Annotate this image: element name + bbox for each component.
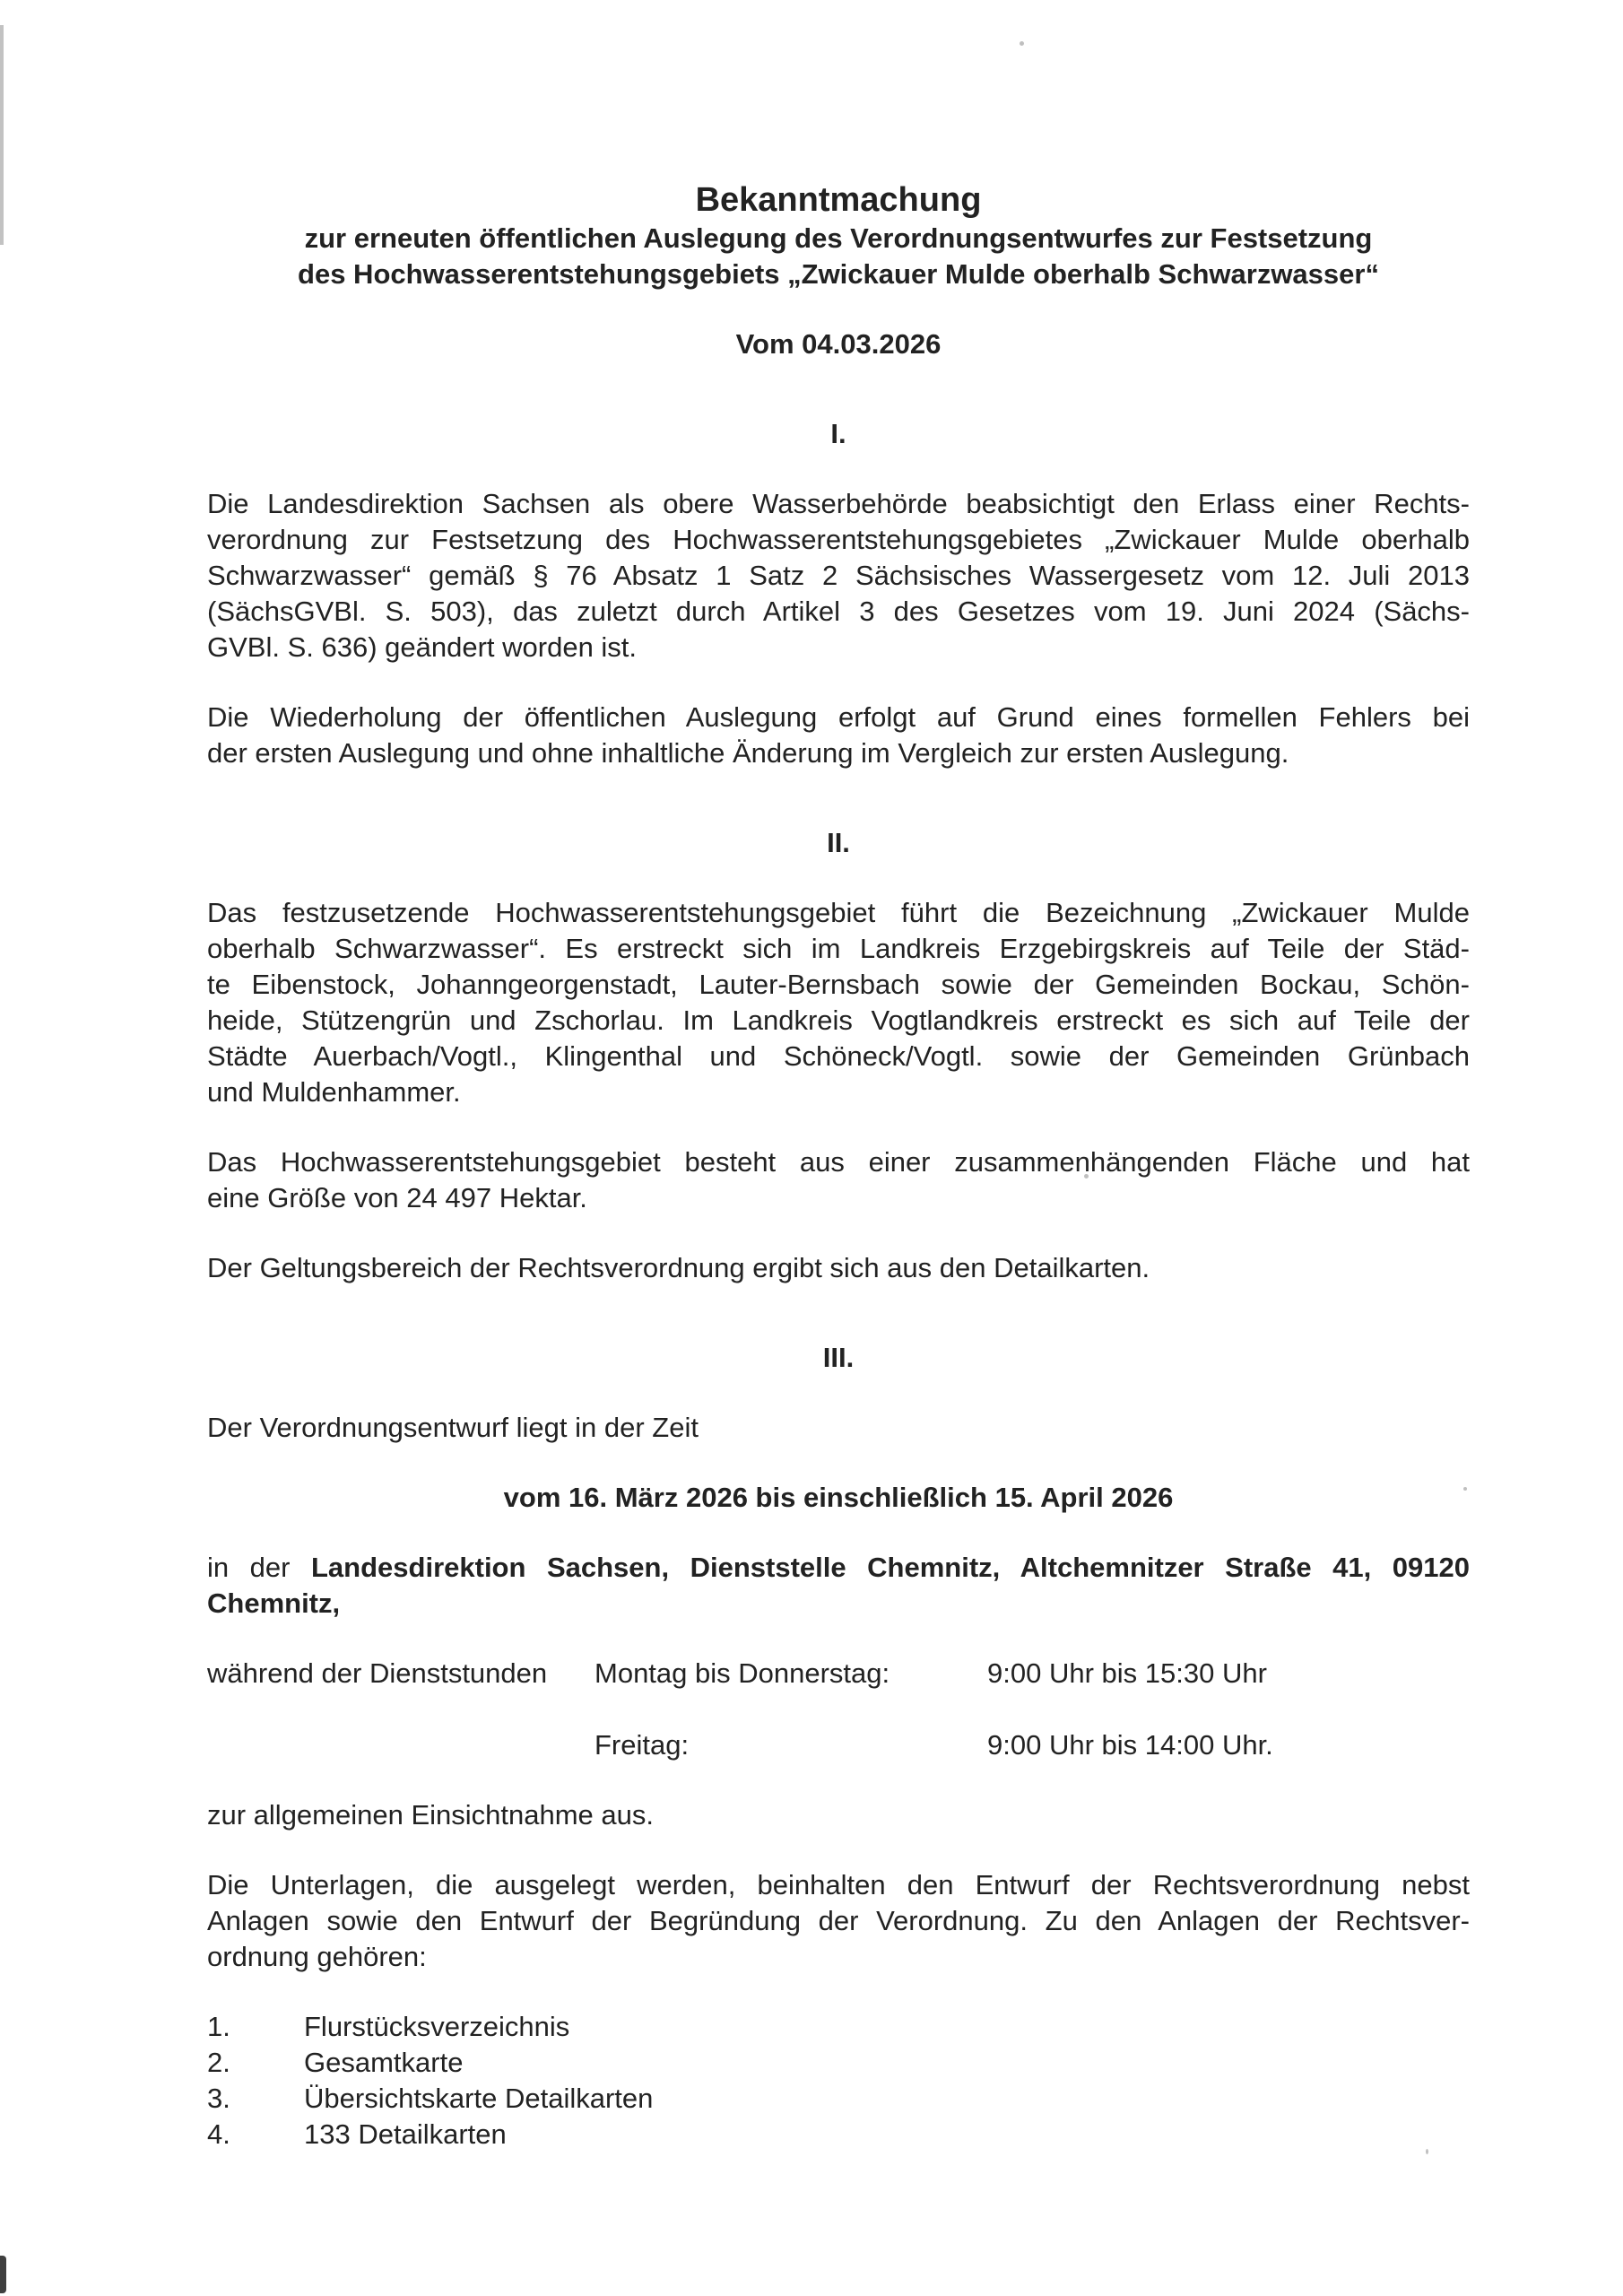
scan-artifact-left-edge-top xyxy=(0,25,4,245)
section-heading-ii: II. xyxy=(827,827,850,858)
location-name-line-2: Chemnitz, xyxy=(207,1587,341,1619)
text-line xyxy=(207,1550,1470,1586)
text-line: (SächsGVBl. S. 503), das zuletzt durch Artikel 3 des Gesetzes vom 19. Juni 2024 (Sächs- xyxy=(207,596,1470,627)
document-date: Vom 04.03.2026 xyxy=(735,328,942,360)
text-line: Schwarzwasser“ gemäß § 76 Absatz 1 Satz 2 Sächsisches Wassergesetz vom 12. Juli 2013 xyxy=(207,560,1470,591)
annex-item-1 xyxy=(207,2009,1470,2045)
opening-hours-label-empty xyxy=(207,1727,595,1763)
text-line: Der Geltungsbereich der Rechtsverordnung ergibt sich aus den Detailkarten. xyxy=(207,1252,1150,1283)
opening-hours-row-1 xyxy=(207,1656,1470,1692)
paragraph-documents xyxy=(207,1867,1470,1975)
location-prefix: in der xyxy=(207,1552,291,1583)
scan-artifact-left-edge-bottom xyxy=(0,2256,6,2293)
paragraph-area-size xyxy=(207,1144,1470,1216)
paragraph-display-intro xyxy=(207,1410,1470,1446)
opening-hours-days: Montag bis Donnerstag: xyxy=(595,1657,890,1689)
paragraph-repetition-reason xyxy=(207,700,1470,771)
opening-hours-time: 9:00 Uhr bis 15:30 Uhr xyxy=(987,1657,1267,1689)
annex-item-2 xyxy=(207,2045,1470,2081)
annex-item-4 xyxy=(207,2117,1470,2152)
annex-item-label: Flurstücksverzeichnis xyxy=(304,2011,570,2042)
display-period: vom 16. März 2026 bis einschließlich 15. April 2026 xyxy=(503,1482,1174,1513)
text-line: Die Landesdirektion Sachsen als obere Wasserbehörde beabsichtigt den Erlass einer Rechts- xyxy=(207,488,1470,519)
annex-item-3 xyxy=(207,2081,1470,2117)
annex-item-number: 1. xyxy=(207,2011,230,2042)
text-line: Die Unterlagen, die ausgelegt werden, beinhalten den Entwurf der Rechtsverordnung nebst xyxy=(207,1869,1470,1900)
annex-item-label: Gesamtkarte xyxy=(304,2047,464,2078)
annex-item-number: 2. xyxy=(207,2047,230,2078)
text-line: eine Größe von 24 497 Hektar. xyxy=(207,1182,587,1213)
opening-hours-time: 9:00 Uhr bis 14:00 Uhr. xyxy=(987,1729,1273,1761)
text-line: Der Verordnungsentwurf liegt in der Zeit xyxy=(207,1412,699,1443)
annex-item-number: 4. xyxy=(207,2118,230,2150)
paragraph-closing: zur allgemeinen Einsichtnahme aus. xyxy=(207,1799,654,1831)
text-line: te Eibenstock, Johanngeorgenstadt, Lauter-Bernsbach sowie der Gemeinden Bockau, Schön- xyxy=(207,969,1470,1000)
text-line: Die Wiederholung der öffentlichen Auslegung erfolgt auf Grund eines formellen Fehlers bei xyxy=(207,701,1470,733)
opening-hours-label: während der Dienststunden xyxy=(207,1657,548,1689)
opening-hours-days: Freitag: xyxy=(595,1729,690,1761)
section-heading-iii: III. xyxy=(822,1342,855,1373)
annex-item-label: 133 Detailkarten xyxy=(304,2118,507,2150)
annex-item-label: Übersichtskarte Detailkarten xyxy=(304,2083,654,2114)
text-line: Das festzusetzende Hochwasserentstehungsgebiet führt die Bezeichnung „Zwickauer Mulde xyxy=(207,897,1470,928)
paragraph-scope xyxy=(207,1250,1470,1286)
text-line: Das Hochwasserentstehungsgebiet besteht aus einer zusammenhängenden Fläche und hat xyxy=(207,1146,1470,1178)
document-content xyxy=(207,179,1470,2152)
scan-speck xyxy=(1020,41,1024,46)
paragraph-location xyxy=(207,1550,1470,1622)
document-subtitle-line-1: zur erneuten öffentlichen Auslegung des Verordnungsentwurfes zur Festsetzung xyxy=(304,222,1373,254)
text-line: GVBl. S. 636) geändert worden ist. xyxy=(207,631,638,663)
text-line: heide, Stützengrün und Zschorlau. Im Landkreis Vogtlandkreis erstreckt es sich auf Teile der xyxy=(207,1004,1470,1036)
location-name-line-1: Landesdirektion Sachsen, Dienststelle Chemnitz, Altchemnitzer Straße 41, 09120 xyxy=(311,1552,1470,1583)
annex-item-number: 3. xyxy=(207,2083,230,2114)
section-heading-i: I. xyxy=(830,418,846,449)
text-line: Städte Auerbach/Vogtl., Klingenthal und Schöneck/Vogtl. sowie der Gemeinden Grünbach xyxy=(207,1040,1470,1072)
opening-hours-row-2 xyxy=(207,1727,1470,1763)
text-line: und Muldenhammer. xyxy=(207,1076,461,1108)
text-line: Anlagen sowie den Entwurf der Begründung der Verordnung. Zu den Anlagen der Rechtsver- xyxy=(207,1905,1470,1936)
text-line: verordnung zur Festsetzung des Hochwasserentstehungsgebietes „Zwickauer Mulde oberhalb xyxy=(207,524,1470,555)
text-line: oberhalb Schwarzwasser“. Es erstreckt sich im Landkreis Erzgebirgskreis auf Teile der Städ- xyxy=(207,933,1470,964)
paragraph-area-description xyxy=(207,895,1470,1110)
document-subtitle-line-2: des Hochwasserentstehungsgebiets „Zwickauer Mulde oberhalb Schwarzwasser“ xyxy=(298,258,1379,290)
annex-list xyxy=(207,2009,1470,2152)
paragraph-legal-basis xyxy=(207,486,1470,665)
document-title: Bekanntmachung xyxy=(695,181,982,219)
text-line: der ersten Auslegung und ohne inhaltliche Änderung im Vergleich zur ersten Auslegung. xyxy=(207,737,1289,769)
text-line: ordnung gehören: xyxy=(207,1941,427,1972)
